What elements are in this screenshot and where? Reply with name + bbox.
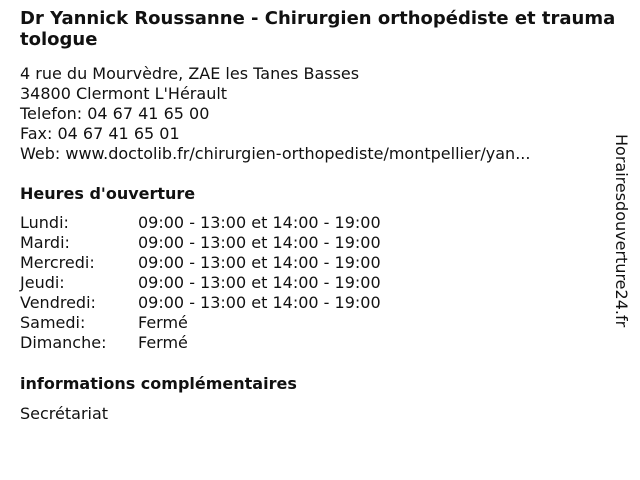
contact-block [20,64,600,164]
day-label: Samedi: [20,313,86,332]
info-text: Secrétariat [20,404,109,423]
hours-heading: Heures d'ouverture [20,184,196,203]
hours-row-wednesday [20,253,440,273]
hours-row-friday [20,293,440,313]
city-address: 34800 Clermont L'Hérault [20,84,228,103]
watermark-text: Horairesdouverture24.fr [612,134,631,328]
time-value: 09:00 - 13:00 et 14:00 - 19:00 [138,293,381,312]
watermark [611,134,637,374]
info-heading: informations complémentaires [20,374,297,393]
hours-row-monday [20,213,440,233]
hours-row-tuesday [20,233,440,253]
time-value: 09:00 - 13:00 et 14:00 - 19:00 [138,213,381,232]
fax-number: Fax: 04 67 41 65 01 [20,124,180,143]
hours-row-thursday [20,273,440,293]
time-value: 09:00 - 13:00 et 14:00 - 19:00 [138,233,381,252]
day-label: Lundi: [20,213,69,232]
hours-table [20,213,440,353]
day-label: Mercredi: [20,253,95,272]
website-link[interactable]: Web: www.doctolib.fr/chirurgien-orthopediste/montpellier/yan... [20,144,531,163]
time-value: Fermé [138,313,188,332]
street-address: 4 rue du Mourvèdre, ZAE les Tanes Basses [20,64,360,83]
day-label: Dimanche: [20,333,107,352]
time-value: Fermé [138,333,188,352]
page-title: Dr Yannick Roussanne - Chirurgien orthopédiste et traumatologue [20,8,616,50]
time-value: 09:00 - 13:00 et 14:00 - 19:00 [138,273,381,292]
day-label: Jeudi: [20,273,65,292]
time-value: 09:00 - 13:00 et 14:00 - 19:00 [138,253,381,272]
hours-row-saturday [20,313,440,333]
day-label: Mardi: [20,233,70,252]
hours-row-sunday [20,333,440,353]
phone-number: Telefon: 04 67 41 65 00 [20,104,210,123]
day-label: Vendredi: [20,293,96,312]
